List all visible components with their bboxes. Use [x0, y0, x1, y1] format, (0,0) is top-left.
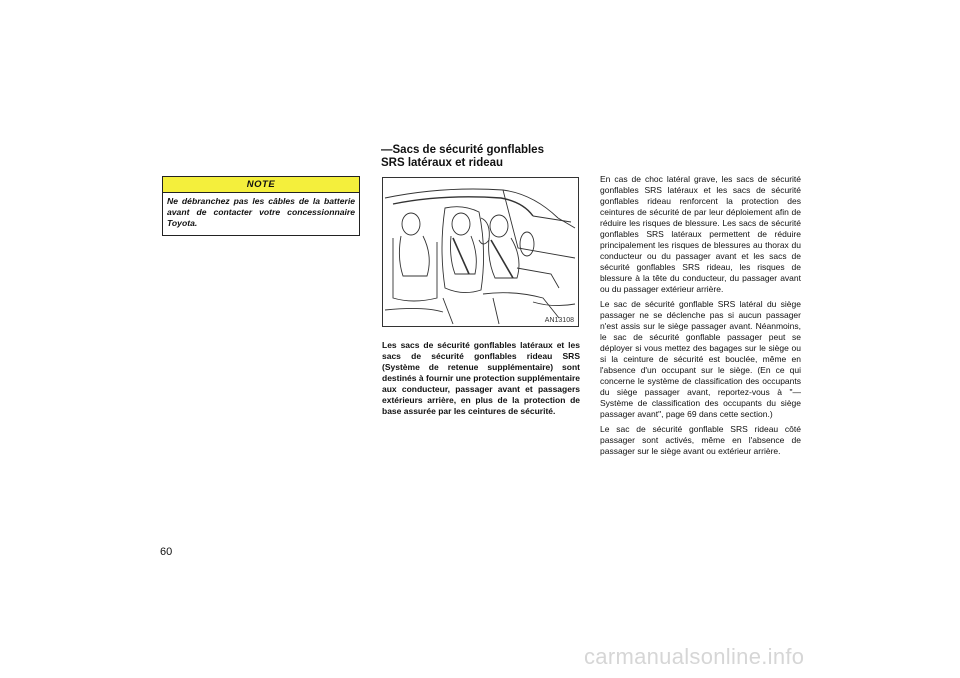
note-heading: NOTE — [163, 177, 359, 193]
body-paragraph-3: Le sac de sécurité gonflable SRS rideau côté passager sont activés, même en l'absence de passager sur le siège avant ou extérieur arrière. — [600, 424, 801, 456]
page-number: 60 — [160, 546, 173, 558]
note-box — [162, 176, 360, 236]
figure-caption: Les sacs de sécurité gonflables latéraux et les sacs de sécurité gonflables rideau SRS (Système de retenue supplémentaire) sont destinés à fournir une protection supplémentaire aux conducteur, passager avant et passagers extérieurs arrière, en plus de la protection de base assurée par les ceintures de sécurité. — [382, 340, 580, 416]
body-paragraph-1: En cas de choc latéral grave, les sacs de sécurité gonflables SRS latéraux et les sacs de sécurité gonflables rideau renforcent la protection des ceintures de sécurité de par leur déploiement afin de réduire les risques de blessure. Les sacs de sécurité gonflables SRS latéraux permettent de réduire principalement les risques de blessures au thorax du conducteur ou du passager avant et les sacs de sécurité gonflables SRS rideau, les risques de blessure à la tête du conducteur, du passager avant ou du passager extérieur arrière. — [600, 174, 801, 294]
body-text-column — [600, 174, 801, 461]
section-title-line-1: —Sacs de sécurité gonflables — [381, 144, 544, 156]
figure-code: AN13108 — [544, 317, 574, 324]
section-title — [381, 144, 581, 169]
body-paragraph-2: Le sac de sécurité gonflable SRS latéral du siège passager ne se déclenche pas si aucun passager n'est assis sur le siège passager avant. Néanmoins, le sac de sécurité gonflable passager peut se déployer si vous mettez des bagages sur le siège ou si la ceinture de sécurité est bouclée, même en l'absence d'un occupant sur le siège. (En ce qui concerne le système de classification des occupants du siège passager avant, reportez-vous à "—Système de classification des occupants du siège passager avant", page 69 dans cette section.) — [600, 299, 801, 419]
watermark: carmanualsonline.info — [584, 644, 805, 669]
note-text: Ne débranchez pas les câbles de la batterie avant de contacter votre concessionnaire Toyota. — [167, 196, 355, 228]
airbag-figure — [382, 177, 579, 327]
section-title-line-2: SRS latéraux et rideau — [381, 156, 504, 169]
airbag-illustration-icon — [383, 178, 578, 326]
